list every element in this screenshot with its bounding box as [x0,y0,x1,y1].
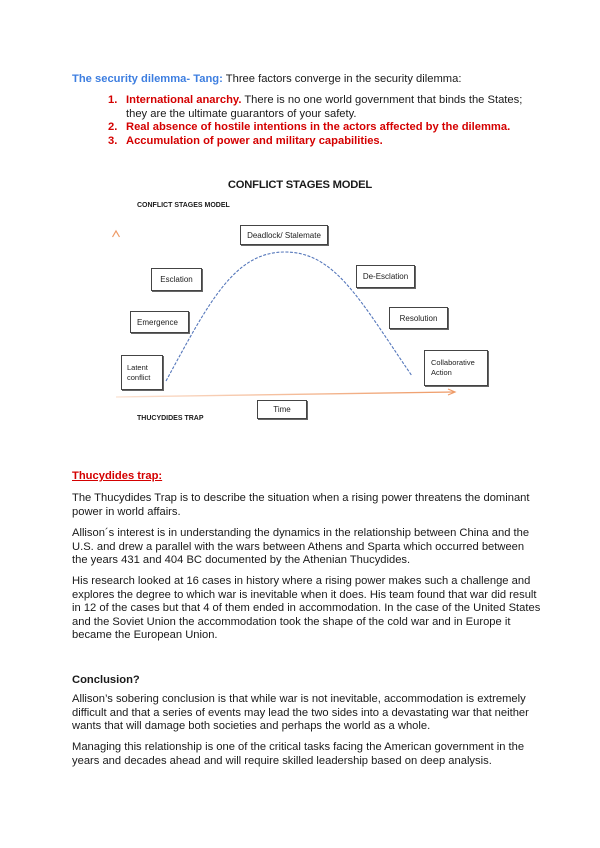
stage-resolution: Resolution [389,307,448,329]
conclusion-heading: Conclusion? [72,674,140,686]
stage-latent-conflict: Latent conflict [121,355,163,390]
thucydides-paragraph-2: Allison´s interest is in understanding the dynamics in the relationship between China and the U.S. and drew a parallel with the wars between Athens and Sparta which occurred between the years 431 and 404 BC documented by the Athenian Thucydides. [72,527,530,567]
security-dilemma-title: The security dilemma- Tang: [72,73,223,85]
thucydides-paragraph-3: His research looked at 16 cases in history where a rising power makes such a challenge and explores the degree to which war is inevitable when it does. His team found that war did result in 12 of the cases but that 4 of them ended in accommodation. In the case of the United States and the Soviet Union the accommodation took the shape of the cold war and in Europe it became the European Union. [72,575,541,642]
factor-number: 3. [108,134,118,147]
x-axis-time-label: Time [257,400,307,419]
diagram-title: CONFLICT STAGES MODEL [227,179,373,191]
conclusion-paragraph-2: Managing this relationship is one of the critical tasks facing the American government in the years and decades ahead and will require skilled leadership based on deep analysis. [72,741,525,767]
factor-rest: There is no one world government that binds the States; [241,94,523,106]
conclusion-paragraph-1: Allison’s sobering conclusion is that while war is not inevitable, accommodation is extremely difficult and that a series of events may lead the two sides into a devastating war that neither wants that will damage both societies and perhaps the world as a whole. [72,693,529,733]
stage-escalation: Esclation [151,268,202,291]
stage-deadlock-stalemate: Deadlock/ Stalemate [240,225,328,245]
diagram-subtitle: CONFLICT STAGES MODEL [137,202,230,209]
factor-bold: International anarchy. [126,94,242,106]
diagram-footer: THUCYDIDES TRAP [137,415,204,422]
intro-text: Three factors converge in the security dilemma: [222,73,462,85]
x-axis [116,392,454,397]
stage-emergence: Emergence [130,311,189,333]
factor-bold: Accumulation of power and military capabilities. [126,134,383,147]
factor-rest-continued: they are the ultimate guarantors of your safety. [126,107,357,120]
thucydides-heading: Thucydides trap: [72,470,163,482]
thucydides-paragraph-1: The Thucydides Trap is to describe the situation when a rising power threatens the dominant power in world affairs. [72,492,530,518]
factor-number: 1. [108,94,118,106]
factor-number: 2. [108,121,118,134]
factor-bold: Real absence of hostile intentions in the actors affected by the dilemma. [126,121,511,134]
stage-collaborative-action: Collaborative Action [424,350,488,386]
stage-de-escalation: De-Esclation [356,265,415,288]
